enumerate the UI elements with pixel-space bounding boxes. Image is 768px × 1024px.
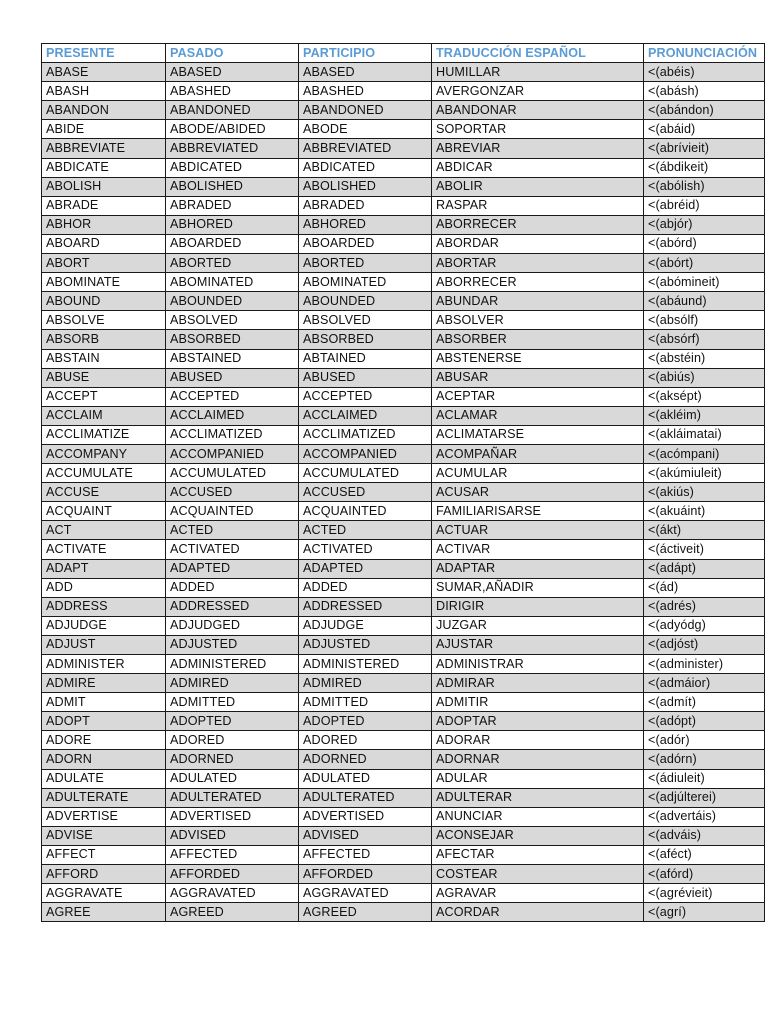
cell-traduccion: ANUNCIAR: [432, 807, 644, 826]
cell-participio: ADJUSTED: [299, 635, 432, 654]
cell-pasado: ACCEPTED: [166, 387, 299, 406]
cell-pasado: ABOUNDED: [166, 292, 299, 311]
cell-pasado: ABODE/ABIDED: [166, 120, 299, 139]
cell-traduccion: ABSOLVER: [432, 311, 644, 330]
cell-presente: ADJUDGE: [42, 616, 166, 635]
cell-presente: ABRADE: [42, 196, 166, 215]
cell-participio: ABTAINED: [299, 349, 432, 368]
cell-pronunciacion: <(akiús): [644, 483, 765, 502]
cell-participio: ACTIVATED: [299, 540, 432, 559]
cell-pronunciacion: <(abómineit): [644, 273, 765, 292]
cell-traduccion: ACUMULAR: [432, 464, 644, 483]
table-row: [42, 387, 765, 406]
cell-participio: ABBREVIATED: [299, 139, 432, 158]
header-traduccion: TRADUCCIÓN ESPAÑOL: [432, 44, 644, 63]
cell-pasado: ADMITTED: [166, 693, 299, 712]
cell-traduccion: HUMILLAR: [432, 63, 644, 82]
cell-traduccion: ABREVIAR: [432, 139, 644, 158]
cell-pronunciacion: <(abjór): [644, 215, 765, 234]
cell-participio: ABHORED: [299, 215, 432, 234]
cell-pronunciacion: <(aféct): [644, 845, 765, 864]
cell-pasado: AFFECTED: [166, 845, 299, 864]
table-row: [42, 559, 765, 578]
cell-pasado: ADULTERATED: [166, 788, 299, 807]
cell-traduccion: ADMIRAR: [432, 674, 644, 693]
cell-traduccion: ABDICAR: [432, 158, 644, 177]
cell-presente: ADULATE: [42, 769, 166, 788]
cell-presente: ABASE: [42, 63, 166, 82]
cell-pronunciacion: <(ákt): [644, 521, 765, 540]
cell-pasado: ABASED: [166, 63, 299, 82]
cell-presente: ABHOR: [42, 215, 166, 234]
table-row: [42, 884, 765, 903]
cell-pasado: ABORTED: [166, 254, 299, 273]
cell-participio: ACCUSED: [299, 483, 432, 502]
cell-participio: ACCEPTED: [299, 387, 432, 406]
cell-traduccion: SUMAR,AÑADIR: [432, 578, 644, 597]
table-row: [42, 540, 765, 559]
cell-traduccion: ABORRECER: [432, 215, 644, 234]
cell-traduccion: ADAPTAR: [432, 559, 644, 578]
cell-pronunciacion: <(adváis): [644, 826, 765, 845]
table-row: [42, 597, 765, 616]
cell-participio: ABASED: [299, 63, 432, 82]
cell-pronunciacion: <(abrívieit): [644, 139, 765, 158]
table-row: [42, 903, 765, 922]
table-row: [42, 712, 765, 731]
cell-traduccion: ADMINISTRAR: [432, 655, 644, 674]
table-row: [42, 139, 765, 158]
cell-pasado: ADJUSTED: [166, 635, 299, 654]
cell-traduccion: AGRAVAR: [432, 884, 644, 903]
cell-pronunciacion: <(abórd): [644, 234, 765, 253]
cell-presente: ACCUMULATE: [42, 464, 166, 483]
cell-pasado: ABDICATED: [166, 158, 299, 177]
cell-pasado: ADORED: [166, 731, 299, 750]
cell-presente: ABASH: [42, 82, 166, 101]
cell-traduccion: AFECTAR: [432, 845, 644, 864]
cell-participio: ADORNED: [299, 750, 432, 769]
header-pasado: PASADO: [166, 44, 299, 63]
cell-pasado: ADJUDGED: [166, 616, 299, 635]
cell-pasado: ACCLIMATIZED: [166, 425, 299, 444]
cell-participio: ABRADED: [299, 196, 432, 215]
cell-participio: ABUSED: [299, 368, 432, 387]
cell-participio: ADDED: [299, 578, 432, 597]
cell-pronunciacion: <(abándon): [644, 101, 765, 120]
cell-pasado: ADDED: [166, 578, 299, 597]
table-row: [42, 368, 765, 387]
cell-pronunciacion: <(adápt): [644, 559, 765, 578]
table-row: [42, 769, 765, 788]
cell-pronunciacion: <(absólf): [644, 311, 765, 330]
cell-traduccion: ADORNAR: [432, 750, 644, 769]
cell-pronunciacion: <(admít): [644, 693, 765, 712]
cell-presente: AGREE: [42, 903, 166, 922]
cell-participio: ADDRESSED: [299, 597, 432, 616]
cell-pronunciacion: <(ád): [644, 578, 765, 597]
cell-presente: ABSOLVE: [42, 311, 166, 330]
cell-pasado: ABSORBED: [166, 330, 299, 349]
cell-pasado: ADORNED: [166, 750, 299, 769]
table-row: [42, 292, 765, 311]
table-row: [42, 349, 765, 368]
cell-pronunciacion: <(abréid): [644, 196, 765, 215]
table-row: [42, 444, 765, 463]
cell-presente: ADJUST: [42, 635, 166, 654]
header-presente: PRESENTE: [42, 44, 166, 63]
table-row: [42, 101, 765, 120]
cell-participio: AGREED: [299, 903, 432, 922]
cell-pronunciacion: <(ábdikeit): [644, 158, 765, 177]
cell-pronunciacion: <(abásh): [644, 82, 765, 101]
cell-presente: ACCLIMATIZE: [42, 425, 166, 444]
cell-participio: ABOMINATED: [299, 273, 432, 292]
cell-presente: ABDICATE: [42, 158, 166, 177]
cell-pronunciacion: <(abiús): [644, 368, 765, 387]
header-row: [42, 44, 765, 63]
cell-participio: ACTED: [299, 521, 432, 540]
cell-pasado: ABHORED: [166, 215, 299, 234]
cell-pronunciacion: <(absórf): [644, 330, 765, 349]
cell-traduccion: RASPAR: [432, 196, 644, 215]
cell-pronunciacion: <(abórt): [644, 254, 765, 273]
cell-traduccion: ABSORBER: [432, 330, 644, 349]
cell-participio: ADULATED: [299, 769, 432, 788]
table-row: [42, 330, 765, 349]
cell-participio: ACCLAIMED: [299, 406, 432, 425]
cell-traduccion: ADULAR: [432, 769, 644, 788]
table-row: [42, 158, 765, 177]
cell-pronunciacion: <(advertáis): [644, 807, 765, 826]
table-row: [42, 616, 765, 635]
irregular-verbs-table: [41, 43, 765, 922]
cell-pronunciacion: <(abstéin): [644, 349, 765, 368]
cell-pasado: ABASHED: [166, 82, 299, 101]
table-row: [42, 63, 765, 82]
cell-presente: ABSTAIN: [42, 349, 166, 368]
cell-pasado: AFFORDED: [166, 865, 299, 884]
cell-presente: ABIDE: [42, 120, 166, 139]
cell-traduccion: AVERGONZAR: [432, 82, 644, 101]
cell-pronunciacion: <(adrés): [644, 597, 765, 616]
cell-traduccion: ABORRECER: [432, 273, 644, 292]
cell-traduccion: ACONSEJAR: [432, 826, 644, 845]
table-row: [42, 483, 765, 502]
cell-traduccion: ABORTAR: [432, 254, 644, 273]
cell-traduccion: ADULTERAR: [432, 788, 644, 807]
cell-traduccion: ADMITIR: [432, 693, 644, 712]
cell-participio: ADOPTED: [299, 712, 432, 731]
cell-pasado: ABSOLVED: [166, 311, 299, 330]
cell-participio: AGGRAVATED: [299, 884, 432, 903]
cell-participio: ABOARDED: [299, 234, 432, 253]
cell-pronunciacion: <(akléim): [644, 406, 765, 425]
cell-participio: ADVISED: [299, 826, 432, 845]
cell-pasado: ADVERTISED: [166, 807, 299, 826]
cell-presente: AFFECT: [42, 845, 166, 864]
table-row: [42, 196, 765, 215]
cell-traduccion: JUZGAR: [432, 616, 644, 635]
cell-presente: ABSORB: [42, 330, 166, 349]
cell-participio: ABOLISHED: [299, 177, 432, 196]
table-row: [42, 215, 765, 234]
cell-pasado: ACCLAIMED: [166, 406, 299, 425]
table-row: [42, 635, 765, 654]
cell-participio: ABDICATED: [299, 158, 432, 177]
table-header: [42, 44, 765, 63]
cell-presente: ABOUND: [42, 292, 166, 311]
cell-participio: ADMINISTERED: [299, 655, 432, 674]
cell-pronunciacion: <(acómpani): [644, 444, 765, 463]
cell-presente: ABORT: [42, 254, 166, 273]
cell-presente: ADOPT: [42, 712, 166, 731]
cell-participio: ADORED: [299, 731, 432, 750]
cell-participio: ACCLIMATIZED: [299, 425, 432, 444]
cell-traduccion: ADORAR: [432, 731, 644, 750]
cell-participio: ABASHED: [299, 82, 432, 101]
table-row: [42, 177, 765, 196]
cell-pronunciacion: <(adór): [644, 731, 765, 750]
cell-pasado: ADMINISTERED: [166, 655, 299, 674]
cell-pasado: ADVISED: [166, 826, 299, 845]
cell-participio: ADMITTED: [299, 693, 432, 712]
cell-pasado: ADOPTED: [166, 712, 299, 731]
cell-traduccion: ACUSAR: [432, 483, 644, 502]
cell-presente: ADVERTISE: [42, 807, 166, 826]
table-row: [42, 578, 765, 597]
cell-traduccion: ABSTENERSE: [432, 349, 644, 368]
cell-traduccion: ACLAMAR: [432, 406, 644, 425]
cell-pronunciacion: <(administer): [644, 655, 765, 674]
cell-traduccion: ACTIVAR: [432, 540, 644, 559]
cell-presente: ABUSE: [42, 368, 166, 387]
cell-pronunciacion: <(ádiuleit): [644, 769, 765, 788]
cell-traduccion: ACORDAR: [432, 903, 644, 922]
cell-presente: AFFORD: [42, 865, 166, 884]
cell-traduccion: FAMILIARISARSE: [432, 502, 644, 521]
table-row: [42, 273, 765, 292]
cell-pronunciacion: <(abéis): [644, 63, 765, 82]
cell-presente: ADORE: [42, 731, 166, 750]
cell-traduccion: ABOLIR: [432, 177, 644, 196]
table-row: [42, 845, 765, 864]
cell-traduccion: ACLIMATARSE: [432, 425, 644, 444]
cell-presente: ABOLISH: [42, 177, 166, 196]
table-row: [42, 693, 765, 712]
cell-traduccion: ABUSAR: [432, 368, 644, 387]
cell-pasado: ACCUMULATED: [166, 464, 299, 483]
cell-presente: ACT: [42, 521, 166, 540]
table-row: [42, 807, 765, 826]
cell-pronunciacion: <(akúmiuleit): [644, 464, 765, 483]
cell-traduccion: COSTEAR: [432, 865, 644, 884]
cell-pasado: ABSTAINED: [166, 349, 299, 368]
cell-presente: ADULTERATE: [42, 788, 166, 807]
cell-participio: ACCUMULATED: [299, 464, 432, 483]
cell-participio: ABSOLVED: [299, 311, 432, 330]
cell-presente: ABBREVIATE: [42, 139, 166, 158]
cell-traduccion: ABORDAR: [432, 234, 644, 253]
table-row: [42, 120, 765, 139]
cell-pronunciacion: <(áctiveit): [644, 540, 765, 559]
cell-presente: ABOMINATE: [42, 273, 166, 292]
cell-traduccion: ACTUAR: [432, 521, 644, 540]
cell-participio: ADULTERATED: [299, 788, 432, 807]
cell-presente: ACTIVATE: [42, 540, 166, 559]
cell-pronunciacion: <(agrévieit): [644, 884, 765, 903]
table-row: [42, 234, 765, 253]
table-row: [42, 750, 765, 769]
cell-participio: ABODE: [299, 120, 432, 139]
cell-pronunciacion: <(abólish): [644, 177, 765, 196]
cell-presente: ADORN: [42, 750, 166, 769]
cell-pasado: ACCUSED: [166, 483, 299, 502]
cell-participio: ADAPTED: [299, 559, 432, 578]
cell-participio: AFFORDED: [299, 865, 432, 884]
cell-presente: ADMIRE: [42, 674, 166, 693]
cell-presente: ACCUSE: [42, 483, 166, 502]
cell-traduccion: ACEPTAR: [432, 387, 644, 406]
cell-pronunciacion: <(akláimatai): [644, 425, 765, 444]
cell-pasado: AGGRAVATED: [166, 884, 299, 903]
table-row: [42, 464, 765, 483]
cell-traduccion: ABANDONAR: [432, 101, 644, 120]
cell-participio: ABOUNDED: [299, 292, 432, 311]
table-row: [42, 865, 765, 884]
cell-presente: ADAPT: [42, 559, 166, 578]
table-row: [42, 502, 765, 521]
table-row: [42, 425, 765, 444]
cell-pasado: ADULATED: [166, 769, 299, 788]
table-row: [42, 655, 765, 674]
table-row: [42, 82, 765, 101]
cell-pasado: ADDRESSED: [166, 597, 299, 616]
cell-pronunciacion: <(adjóst): [644, 635, 765, 654]
cell-presente: ACCOMPANY: [42, 444, 166, 463]
cell-pronunciacion: <(agrí): [644, 903, 765, 922]
cell-pasado: ADAPTED: [166, 559, 299, 578]
cell-presente: ADMINISTER: [42, 655, 166, 674]
table-row: [42, 311, 765, 330]
cell-pasado: AGREED: [166, 903, 299, 922]
table-row: [42, 254, 765, 273]
cell-traduccion: DIRIGIR: [432, 597, 644, 616]
cell-pronunciacion: <(admáior): [644, 674, 765, 693]
cell-pasado: ACCOMPANIED: [166, 444, 299, 463]
table-body: [42, 63, 765, 922]
cell-participio: ABSORBED: [299, 330, 432, 349]
cell-pasado: ABOMINATED: [166, 273, 299, 292]
cell-pasado: ABOARDED: [166, 234, 299, 253]
table-row: [42, 674, 765, 693]
cell-pasado: ACTED: [166, 521, 299, 540]
cell-pasado: ABUSED: [166, 368, 299, 387]
table-row: [42, 521, 765, 540]
cell-pasado: ABBREVIATED: [166, 139, 299, 158]
table-row: [42, 406, 765, 425]
cell-presente: ADVISE: [42, 826, 166, 845]
cell-traduccion: ACOMPAÑAR: [432, 444, 644, 463]
cell-pronunciacion: <(abáid): [644, 120, 765, 139]
cell-pronunciacion: <(abáund): [644, 292, 765, 311]
cell-traduccion: SOPORTAR: [432, 120, 644, 139]
cell-participio: ABANDONED: [299, 101, 432, 120]
cell-pronunciacion: <(adjúlterei): [644, 788, 765, 807]
cell-traduccion: AJUSTAR: [432, 635, 644, 654]
cell-participio: ACCOMPANIED: [299, 444, 432, 463]
cell-presente: ADDRESS: [42, 597, 166, 616]
cell-pronunciacion: <(akuáint): [644, 502, 765, 521]
cell-pronunciacion: <(adórn): [644, 750, 765, 769]
cell-traduccion: ABUNDAR: [432, 292, 644, 311]
cell-pronunciacion: <(afórd): [644, 865, 765, 884]
cell-participio: ADMIRED: [299, 674, 432, 693]
cell-pronunciacion: <(adópt): [644, 712, 765, 731]
cell-participio: AFFECTED: [299, 845, 432, 864]
cell-participio: ADJUDGE: [299, 616, 432, 635]
table-row: [42, 731, 765, 750]
cell-presente: ABANDON: [42, 101, 166, 120]
cell-pasado: ABRADED: [166, 196, 299, 215]
cell-pronunciacion: <(adyódg): [644, 616, 765, 635]
cell-presente: AGGRAVATE: [42, 884, 166, 903]
cell-participio: ACQUAINTED: [299, 502, 432, 521]
cell-presente: ADD: [42, 578, 166, 597]
cell-presente: ADMIT: [42, 693, 166, 712]
header-participio: PARTICIPIO: [299, 44, 432, 63]
cell-presente: ACCLAIM: [42, 406, 166, 425]
cell-pasado: ACTIVATED: [166, 540, 299, 559]
cell-participio: ABORTED: [299, 254, 432, 273]
header-pronunciacion: PRONUNCIACIÓN: [644, 44, 765, 63]
cell-presente: ACQUAINT: [42, 502, 166, 521]
cell-participio: ADVERTISED: [299, 807, 432, 826]
cell-presente: ACCEPT: [42, 387, 166, 406]
cell-traduccion: ADOPTAR: [432, 712, 644, 731]
table-row: [42, 788, 765, 807]
table-row: [42, 826, 765, 845]
cell-pasado: ABOLISHED: [166, 177, 299, 196]
cell-pasado: ACQUAINTED: [166, 502, 299, 521]
cell-pasado: ADMIRED: [166, 674, 299, 693]
cell-pasado: ABANDONED: [166, 101, 299, 120]
cell-presente: ABOARD: [42, 234, 166, 253]
cell-pronunciacion: <(aksépt): [644, 387, 765, 406]
